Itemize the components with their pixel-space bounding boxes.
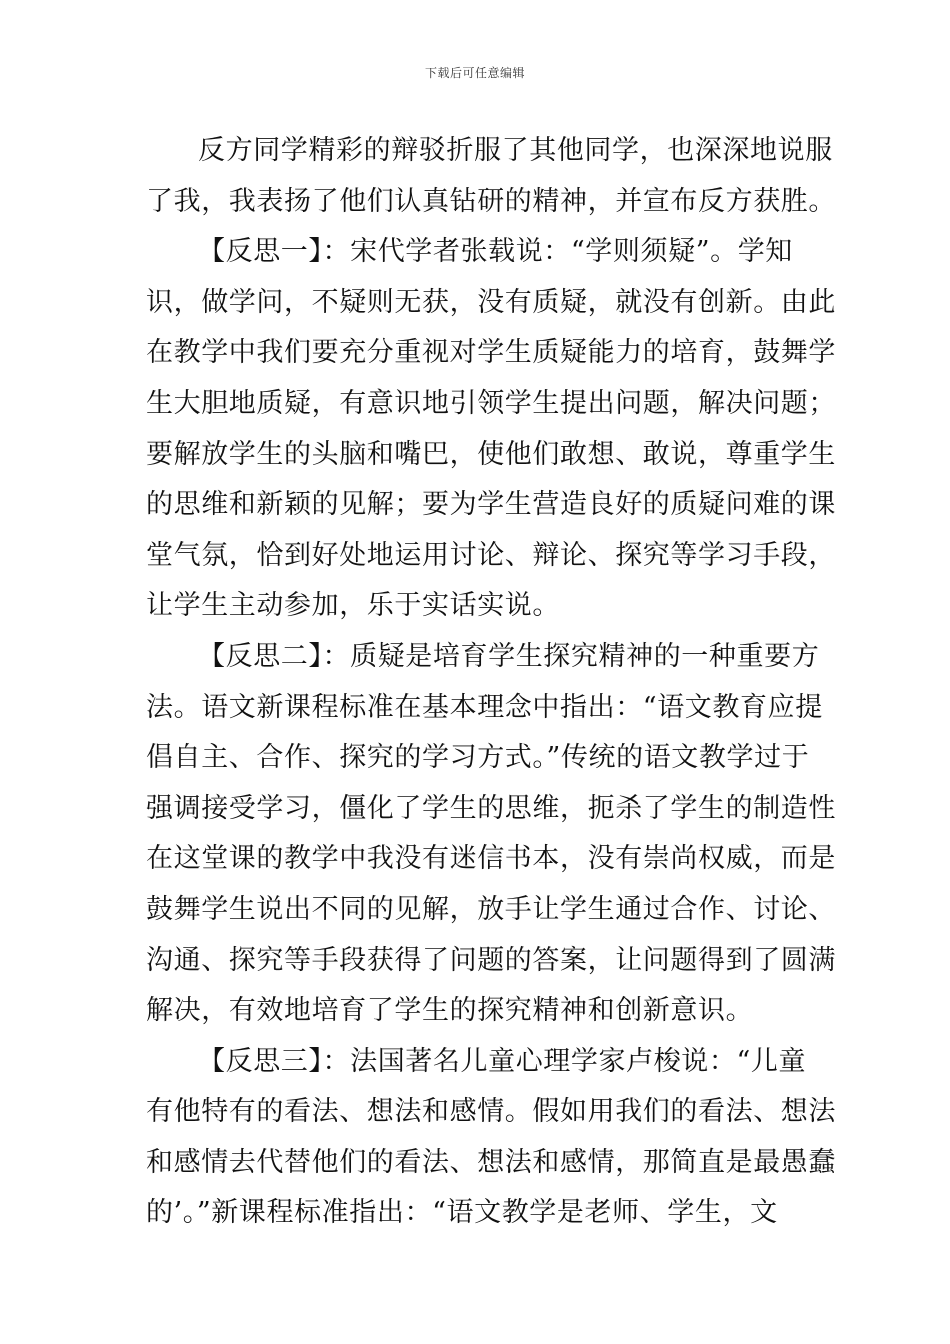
paragraph-line: 【反思二】：质疑是培育学生探究精神的一种重要方: [198, 640, 820, 672]
paragraph-line: 识，做学问，不疑则无获，没有质疑，就没有创新。由此: [146, 286, 836, 318]
document-body: [146, 126, 836, 1239]
paragraph-line: 在教学中我们要充分重视对学生质疑能力的培育，鼓舞学: [146, 337, 836, 369]
paragraph-line: 生大胆地质疑，有意识地引领学生提出问题，解决问题；: [146, 387, 836, 419]
paragraph-line: 【反思三】：法国著名儿童心理学家卢梭说：“儿童: [198, 1045, 807, 1077]
paragraph-line: 鼓舞学生说出不同的见解，放手让学生通过合作、讨论、: [146, 893, 836, 925]
paragraph-line: 反方同学精彩的辩驳折服了其他同学，也深深地说服: [198, 135, 833, 166]
paragraph-line: 堂气氛，恰到好处地运用讨论、辩论、探究等学习手段，: [146, 539, 836, 571]
paragraph-line: 的’。”新课程标准指出：“语文教学是老师、学生，文: [146, 1197, 778, 1229]
paragraph-line: 沟通、探究等手段获得了问题的答案，让问题得到了圆满: [146, 944, 836, 976]
paragraph-line: 要解放学生的头脑和嘴巴，使他们敢想、敢说，尊重学生: [146, 438, 836, 470]
paragraph-line: 了我，我表扬了他们认真钻研的精神，并宣布反方获胜。: [146, 185, 836, 217]
paragraph-line: 解决，有效地培育了学生的探究精神和创新意识。: [146, 995, 754, 1027]
paragraph-line: 强调接受学习，僵化了学生的思维，扼杀了学生的制造性: [146, 792, 836, 824]
paragraph-line: 有他特有的看法、想法和感情。假如用我们的看法、想法: [146, 1096, 836, 1128]
paragraph-line: 倡自主、合作、探究的学习方式。”传统的语文教学过于: [146, 742, 810, 774]
paragraph-line: 和感情去代替他们的看法、想法和感情，那简直是最愚蠢: [146, 1146, 836, 1178]
paragraph-line: 在这堂课的教学中我没有迷信书本，没有崇尚权威，而是: [146, 843, 836, 875]
paragraph-line: 【反思一】：宋代学者张载说：“学则须疑”。学知: [198, 236, 793, 268]
paragraph-line: 的思维和新颖的见解；要为学生营造良好的质疑问难的课: [146, 489, 836, 521]
page-header: 下载后可任意编辑: [424, 66, 525, 80]
paragraph-line: 法。语文新课程标准在基本理念中指出：“语文教育应提: [146, 691, 823, 723]
paragraph-line: 让学生主动参加，乐于实话实说。: [146, 590, 560, 622]
